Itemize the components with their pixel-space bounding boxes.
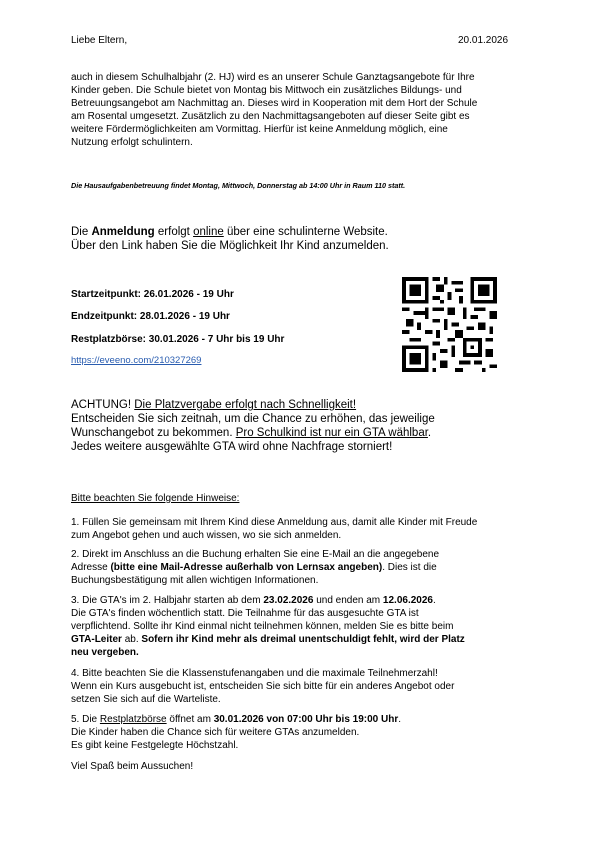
hint-line: neu vergeben. [71, 647, 139, 658]
hint-text: ab. [121, 634, 142, 645]
hint-bold: GTA-Leiter [71, 634, 122, 645]
hint-line: 4. Bitte beachten Sie die Klassenstufenangaben und die maximale Teilnehmerzahl! [71, 668, 438, 679]
warning-text: . [427, 427, 432, 439]
greeting: Liebe Eltern, [71, 35, 128, 46]
registration-line [71, 225, 531, 239]
rest-exchange-time: Restplatzbörse: 30.01.2026 - 7 Uhr bis 19 Uhr [71, 334, 285, 345]
hint-line: setzen Sie sich auf die Warteliste. [71, 694, 221, 705]
warning-block [71, 398, 541, 454]
hint-line: verpflichtend. Sollte ihr Kind einmal nicht teilnehmen können, melden Sie es bitte beim [71, 621, 454, 632]
warning-speed: Die Platzvergabe erfolgt nach Schnelligkeit! [134, 399, 357, 411]
warning-prefix: ACHTUNG! [71, 399, 135, 411]
hint-3 [71, 594, 541, 659]
hint-1 [71, 516, 541, 542]
hint-bold: 12.06.2026 [382, 595, 433, 606]
hint-text: . [398, 714, 402, 725]
hint-line: Die Kinder haben die Chance sich für weitere GTAs anzumelden. [71, 727, 360, 738]
registration-post: über eine schulinterne Website. [223, 226, 388, 238]
hint-line: 1. Füllen Sie gemeinsam mit Ihrem Kind diese Anmeldung aus, damit alle Kinder mit Freude [71, 517, 478, 528]
registration-mid: erfolgt [154, 226, 194, 238]
hint-line [71, 594, 541, 607]
intro-paragraph [71, 71, 531, 149]
hints-heading: Bitte beachten Sie folgende Hinweise: [71, 493, 240, 504]
intro-line: am Rosental umgesetzt. Zusätzlich zu den Nachmittagsangeboten auf dieser Seite gibt es [71, 111, 470, 122]
registration-text [71, 225, 531, 253]
qr-code-icon [402, 277, 497, 372]
warning-line [71, 426, 541, 440]
hint-line: Wenn ein Kurs ausgebucht ist, entscheiden Sie sich bitte für ein anderes Angebot oder [71, 681, 455, 692]
online-word: online [193, 226, 224, 238]
warning-line [71, 398, 541, 412]
start-time: Startzeitpunkt: 26.01.2026 - 19 Uhr [71, 289, 234, 300]
intro-line: weitere Fördermöglichkeiten am Vormittag. Hierfür ist keine Anmeldung möglich, eine [71, 124, 448, 135]
end-time: Endzeitpunkt: 28.01.2026 - 19 Uhr [71, 311, 230, 322]
hint-bold: 30.01.2026 von 07:00 Uhr bis 19:00 Uhr [213, 714, 399, 725]
warning-text: Wunschangebot zu bekommen. [71, 427, 236, 439]
hint-line [71, 633, 541, 646]
registration-link[interactable]: https://eveeno.com/210327269 [71, 355, 202, 366]
intro-line: Kinder geben. Die Schule bietet von Montag bis Mittwoch ein zusätzliches Bildungs- und [71, 85, 462, 96]
hint-text: 5. Die [71, 714, 100, 725]
closing-line: Viel Spaß beim Aussuchen! [71, 761, 194, 772]
hint-2 [71, 548, 541, 587]
letter-date: 20.01.2026 [458, 35, 509, 46]
warning-one-gta: Pro Schulkind ist nur ein GTA wählbar [235, 427, 428, 439]
intro-line: Nutzung erfolgt schulintern. [71, 137, 193, 148]
hint-line: Buchungsbestätigung mit allen wichtigen Informationen. [71, 575, 319, 586]
registration-line-2: Über den Link haben Sie die Möglichkeit Ihr Kind anzumelden. [71, 240, 389, 252]
hint-text: . Dies ist die [382, 562, 437, 573]
hint-line: Die GTA's finden wöchentlich statt. Die Teilnahme für das ausgesuchte GTA ist [71, 608, 419, 619]
registration-pre: Die [71, 226, 92, 238]
hint-bold: Sofern ihr Kind mehr als dreimal unentschuldigt fehlt, wird der Platz [141, 634, 465, 645]
hint-text: 3. Die GTA's im 2. Halbjahr starten ab dem [71, 595, 264, 606]
hint-bold: 23.02.2026 [263, 595, 314, 606]
hint-line [71, 561, 541, 574]
hint-line: 2. Direkt im Anschluss an die Buchung erhalten Sie eine E-Mail an die angegebene [71, 549, 440, 560]
warning-line: Entscheiden Sie sich zeitnah, um die Chance zu erhöhen, das jeweilige [71, 413, 435, 425]
hint-4 [71, 667, 541, 706]
hint-bold: (bitte eine Mail-Adresse außerhalb von Lernsax angeben) [110, 562, 383, 573]
registration-bold: Anmeldung [91, 226, 155, 238]
intro-line: Betreuungsangebot am Nachmittag an. Dieses wird in Kooperation mit dem Hort der Schule [71, 98, 478, 109]
homework-note: Die Hausaufgabenbetreuung findet Montag, Mittwoch, Donnerstag ab 14:00 Uhr in Raum 110 statt. [71, 181, 406, 190]
hint-line: Es gibt keine Festgelegte Höchstzahl. [71, 740, 239, 751]
warning-line: Jedes weitere ausgewählte GTA wird ohne Nachfrage storniert! [71, 441, 393, 453]
hint-5 [71, 713, 541, 752]
hint-text: Adresse [71, 562, 111, 573]
intro-line: auch in diesem Schulhalbjahr (2. HJ) wird es an unserer Schule Ganztagsangebote für Ihre [71, 72, 475, 83]
hint-text: . [432, 595, 436, 606]
hint-underlined: Restplatzbörse [99, 714, 167, 725]
hint-line: zum Angebot gehen und auch wissen, wo sie sich anmelden. [71, 530, 342, 541]
hint-line [71, 713, 541, 726]
hint-text: und enden am [313, 595, 383, 606]
hint-text: öffnet am [166, 714, 214, 725]
